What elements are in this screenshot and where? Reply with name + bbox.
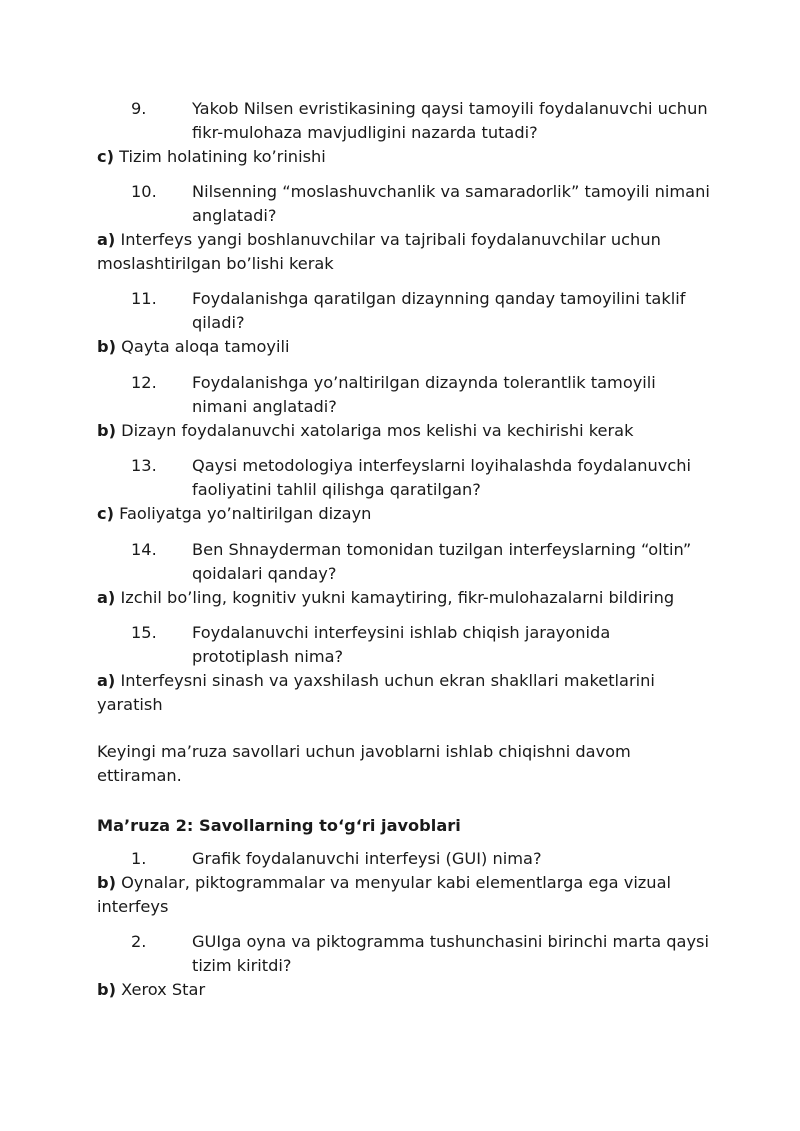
question [131, 538, 712, 586]
question [131, 847, 712, 871]
answer-text: Faoliyatga yo’naltirilgan dizayn [119, 504, 372, 523]
qa-item [0, 180, 800, 276]
answer-text: Dizayn foydalanuvchi xatolariga mos kelishi va kechirishi kerak [121, 421, 634, 440]
answer-text: Xerox Star [121, 980, 206, 999]
question [131, 287, 712, 335]
question-number: 1. [131, 849, 147, 868]
answer [97, 419, 697, 443]
question-number: 2. [131, 932, 147, 951]
question-number: 12. [131, 373, 157, 392]
qa-item [0, 454, 800, 526]
answer [97, 669, 697, 717]
question-text: Ben Shnayderman tomonidan tuzilgan interfeyslarning “oltin” qoidalari qanday? [192, 540, 692, 583]
question-text: Foydalanishga qaratilgan dizaynning qanday tamoyilini taklif qiladi? [192, 289, 686, 332]
qa-item [0, 97, 800, 169]
answer-letter: b) [97, 421, 116, 440]
answer [97, 145, 697, 169]
answer-letter: c) [97, 504, 114, 523]
answer-text: Tizim holatining ko’rinishi [119, 147, 326, 166]
answer [97, 335, 697, 359]
answer-letter: a) [97, 588, 116, 607]
section-heading: Ma’ruza 2: Savollarning to‘g‘ri javoblari [97, 816, 461, 835]
question [131, 371, 712, 419]
question-number: 11. [131, 289, 157, 308]
answer-letter: b) [97, 873, 116, 892]
question-number: 13. [131, 456, 157, 475]
question [131, 180, 712, 228]
question-number: 14. [131, 540, 157, 559]
answer-text: Oynalar, piktogrammalar va menyular kabi elementlarga ega vizual interfeys [97, 873, 671, 916]
qa-item [0, 847, 800, 919]
answer-letter: c) [97, 147, 114, 166]
question-text: Yakob Nilsen evristikasining qaysi tamoyili foydalanuvchi uchun fikr-mulohaza mavjudligini nazarda tutadi? [192, 99, 708, 142]
answer-text: Interfeys yangi boshlanuvchilar va tajribali foydalanuvchilar uchun moslashtirilgan bo’lishi kerak [97, 230, 661, 273]
answer-letter: a) [97, 230, 116, 249]
question [131, 97, 712, 145]
answer-text: Qayta aloqa tamoyili [121, 337, 290, 356]
answer-letter: b) [97, 980, 116, 999]
question-text: Nilsenning “moslashuvchanlik va samaradorlik” tamoyili nimani anglatadi? [192, 182, 710, 225]
question [131, 454, 712, 502]
qa-item [0, 930, 800, 1002]
answer-letter: a) [97, 671, 116, 690]
question [131, 930, 712, 978]
qa-item [0, 371, 800, 443]
answer [97, 586, 697, 610]
answer [97, 502, 697, 526]
question-number: 15. [131, 623, 157, 642]
question-text: Foydalanuvchi interfeysini ishlab chiqish jarayonida prototiplash nima? [192, 623, 611, 666]
qa-item [0, 538, 800, 610]
answer [97, 228, 697, 276]
continue-note: Keyingi ma’ruza savollari uchun javoblarni ishlab chiqishni davom ettiraman. [97, 742, 631, 785]
answer-text: Interfeysni sinash va yaxshilash uchun ekran shakllari maketlarini yaratish [97, 671, 655, 714]
answer-letter: b) [97, 337, 116, 356]
question-text: Foydalanishga yo’naltirilgan dizaynda tolerantlik tamoyili nimani anglatadi? [192, 373, 656, 416]
qa-item [0, 621, 800, 717]
question-text: GUIga oyna va piktogramma tushunchasini birinchi marta qaysi tizim kiritdi? [192, 932, 709, 975]
qa-item [0, 287, 800, 359]
question-text: Grafik foydalanuvchi interfeysi (GUI) nima? [192, 849, 542, 868]
question [131, 621, 712, 669]
answer [97, 871, 697, 919]
question-number: 9. [131, 99, 147, 118]
answer-text: Izchil bo’ling, kognitiv yukni kamaytiring, fikr-mulohazalarni bildiring [120, 588, 675, 607]
answer [97, 978, 697, 1002]
question-number: 10. [131, 182, 157, 201]
question-text: Qaysi metodologiya interfeyslarni loyihalashda foydalanuvchi faoliyatini tahlil qilishga qaratilgan? [192, 456, 692, 499]
